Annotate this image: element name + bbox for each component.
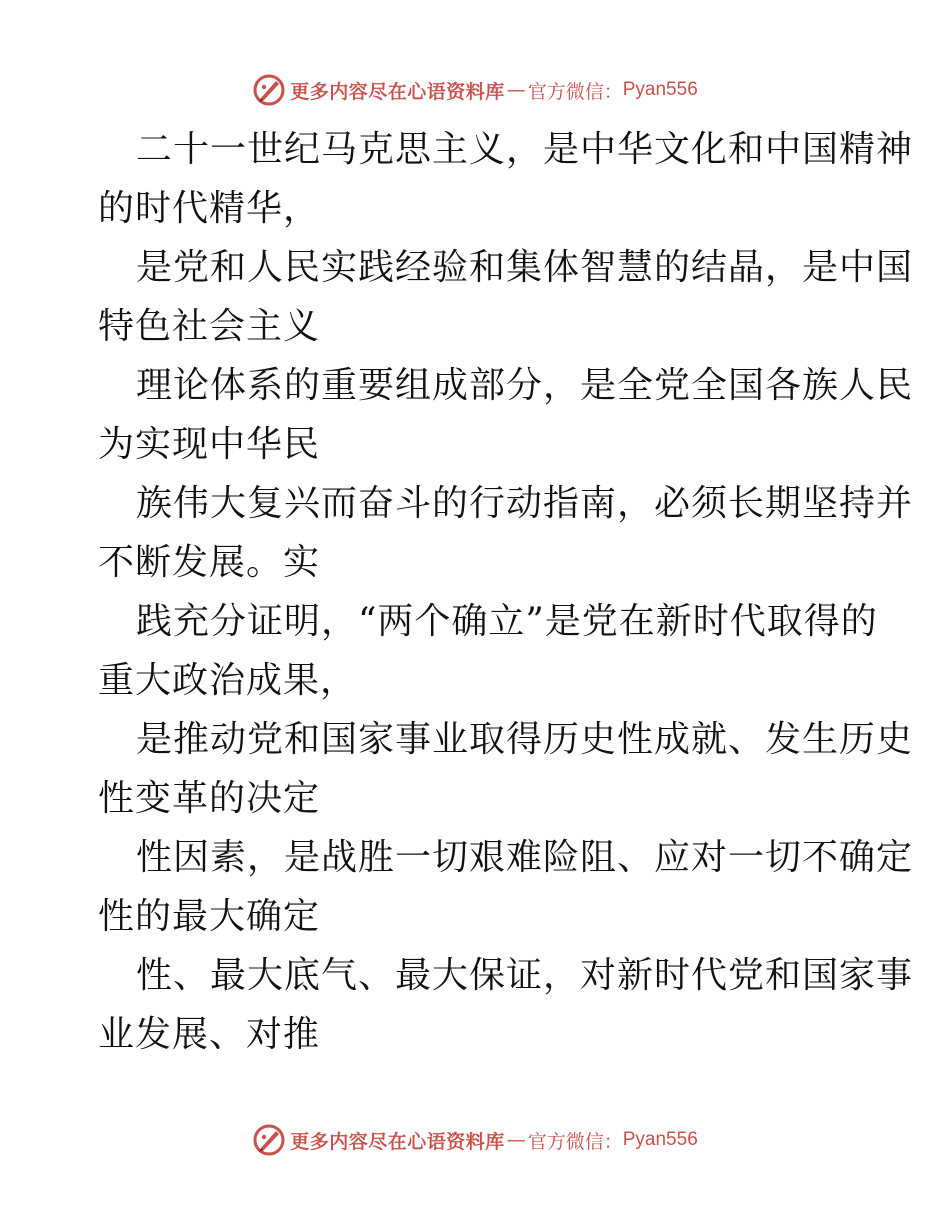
footer-banner [0,1120,950,1160]
banner-separator: — [506,1129,526,1151]
paragraph [98,238,914,356]
paragraph [98,828,914,946]
paragraph [98,592,878,710]
paragraph-continuation: 重大政治成果， [98,660,358,701]
paragraph-continuation: 为实现中华民 [98,424,321,465]
banner-site-text: 更多内容尽在心语资料库 [290,80,505,103]
paragraph [98,946,914,1064]
banner-separator: — [506,79,526,101]
paragraph [98,710,914,828]
header-banner [0,70,950,110]
paragraph [98,120,914,238]
paragraph-line: 性、最大底气、最大保证，对新时代党和国家事 [136,955,914,996]
paragraph-continuation: 特色社会主义 [98,306,321,347]
paragraph [98,474,914,592]
paragraph-continuation: 业发展、对推 [98,1014,321,1055]
paragraph-line: 是党和人民实践经验和集体智慧的结晶，是中国 [136,247,914,288]
banner-wechat-id: Pyan556 [622,79,698,100]
paragraph-line: 理论体系的重要组成部分，是全党全国各族人民 [136,365,914,406]
paragraph-line: 性因素，是战胜一切艰难险阻、应对一切不确定 [136,837,914,878]
paragraph-continuation: 性的最大确定 [98,896,321,937]
quill-pen-logo-icon [252,1123,286,1157]
banner-site-text: 更多内容尽在心语资料库 [290,1130,505,1153]
paragraph [98,356,914,474]
banner-wechat-id: Pyan556 [622,1129,698,1150]
paragraph-continuation: 不断发展。实 [98,542,321,583]
paragraph-line: 二十一世纪马克思主义，是中华文化和中国精神 [136,129,914,170]
paragraph-line: 族伟大复兴而奋斗的行动指南，必须长期坚持并 [136,483,914,524]
paragraph-continuation: 的时代精华， [98,188,321,229]
paragraph-line: 是推动党和国家事业取得历史性成就、发生历史 [136,719,914,760]
banner-wechat-label: 官方微信： [527,80,623,103]
quill-pen-logo-icon [252,73,286,107]
paragraph-continuation: 性变革的决定 [98,778,321,819]
banner-wechat-label: 官方微信： [527,1130,623,1153]
document-body [98,120,914,1064]
paragraph-line: 践充分证明，“两个确立”是党在新时代取得的 [136,601,878,642]
